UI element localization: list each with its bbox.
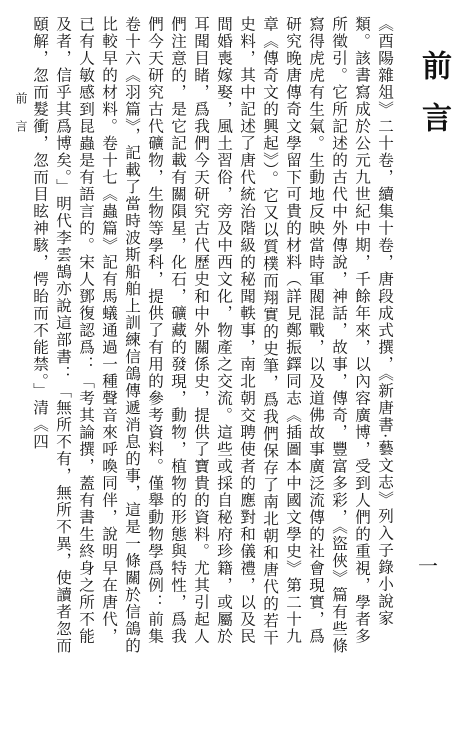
running-head-char-1: 前 (14, 92, 28, 116)
page-number: 一 (418, 554, 438, 578)
margin-running-head (8, 92, 30, 144)
preface-paragraph: 《酉陽雜俎》二十卷，續集十卷，唐段成式撰，《新唐書·藝文志》列入子錄小說家類。該書寫成於公元九世紀中期，千餘年來，以內容廣博，受到人們的重視，學者多所徵引。它所記述的古代中外傳說，神話，故事，傳奇，豐富多彩，《盜俠》篇有些條寫得虎虎有生氣。生動地反映當時軍閥混戰，以及道佛故事廣泛流傳的社會現實，爲研究晚唐傳奇文學留下可貴的材料（詳見鄭振鐸同志《插圖本中國文學史》第二十九章《傳奇文的興起》）。它又以質樸而翔實的史筆，爲我們保存了南北朝和唐代的若干史料，其中記述了唐代統治階級的秘聞軼事，南北朝交聘使者的應對和儀禮，以及民間婚喪嫁娶，風土習俗，旁及中西文化，物產之交流。這些或採自秘府珍籍，或屬於耳聞目睹，爲我們今天研究古代歷史和中外關係史，提供了寶貴的資料。尤其引起人們注意的，是它記載有關隕星，化石，礦藏的發現，動物，植物的形態與特性，爲我們今天研究古代礦物，生物等學科，提供了有用的參考資料。僅舉動物學爲例：前集卷十六《羽篇》，記載了當時波斯船舶上訓練信鴿傳遞消息的事，這是一條關於信鴿的比較早的材料。卷十七《蟲篇》記有馬蟻通過一種聲音來呼喚同伴，說明早在唐代，已有人敏感到昆蟲是有語言的。宋人鄧復認爲：「考其論撰，蓋有書生終身之所不能及者，信乎其爲博矣。」明代李雲鵠亦說這部書：「無所不有，無所不異，使讀者忽而頤解，忽而髮衝，忽而目眩神駭，愕眙而不能禁。」清《四 (31, 16, 394, 655)
page-title: 前言 (416, 50, 451, 154)
running-head-char-2: 言 (14, 120, 28, 144)
